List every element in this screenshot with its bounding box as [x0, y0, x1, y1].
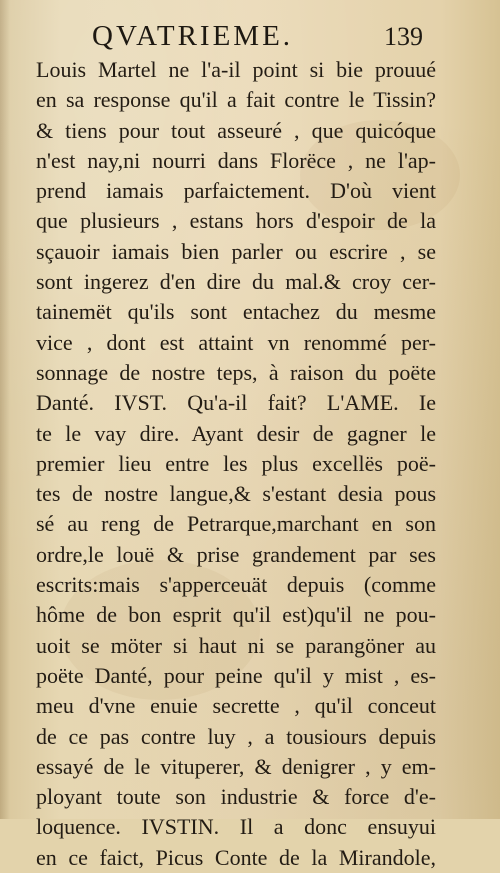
text-line: ordre,le louë & prise grandement par ses	[36, 541, 436, 567]
text-line: que plusieurs , estans hors d'espoir de la	[36, 208, 436, 234]
text-line: prend iamais parfaictement. D'où vient	[36, 178, 436, 204]
text-line: uoit se möter si haut ni se parangöner au	[36, 632, 436, 658]
text-line: sé au reng de Petrarque,marchant en son	[36, 511, 436, 537]
text-line: tainemët qu'ils sont entachez du mesme	[36, 299, 436, 325]
running-head: QVATRIEME.	[92, 20, 294, 52]
text-line: loquence. IVSTIN. Il a donc ensuyui	[36, 814, 436, 840]
text-line: poëte Danté, pour peine qu'il y mist , es-	[36, 662, 436, 688]
text-line: en sa response qu'il a fait contre le Tissin?	[36, 87, 436, 113]
text-line: te le vay dire. Ayant desir de gagner le	[36, 420, 436, 446]
text-line: tes de nostre langue,& s'estant desia pous	[36, 481, 436, 507]
gutter-shadow	[0, 0, 10, 819]
text-line: essayé de le vituperer, & denigrer , y em-	[36, 753, 436, 779]
text-line: sont ingerez d'en dire du mal.& croy cer-	[36, 269, 436, 295]
page-number: 139	[384, 22, 423, 51]
text-line: n'est nay,ni nourri dans Florëce , ne l'ap-	[36, 147, 436, 173]
text-line: premier lieu entre les plus excellës poë-	[36, 450, 436, 476]
page-header	[0, 20, 500, 56]
text-line: sçauoir iamais bien parler ou escrire , se	[36, 238, 436, 264]
text-line: vice , dont est attaint vn renommé per-	[36, 329, 436, 355]
text-line: hôme de bon esprit qu'il est)qu'il ne pou-	[36, 602, 436, 628]
text-line: meu d'vne enuie secrette , qu'il conceut	[36, 693, 436, 719]
text-line: sonnage de nostre teps, à raison du poëte	[36, 359, 436, 385]
text-line: Danté. IVST. Qu'a-il fait? L'AME. Ie	[36, 390, 436, 416]
text-line: en ce faict, Picus Conte de la Mirandole,	[36, 844, 436, 870]
text-line: Louis Martel ne l'a-il point si bie prouué	[36, 57, 436, 82]
body-text	[36, 55, 436, 873]
text-line: ployant toute son industrie & force d'e-	[36, 784, 436, 810]
text-line: & tiens pour tout asseuré , que quicóque	[36, 117, 436, 143]
text-line: escrits:mais s'apperceuät depuis (comme	[36, 572, 436, 598]
text-line: de ce pas contre luy , a tousiours depuis	[36, 723, 436, 749]
